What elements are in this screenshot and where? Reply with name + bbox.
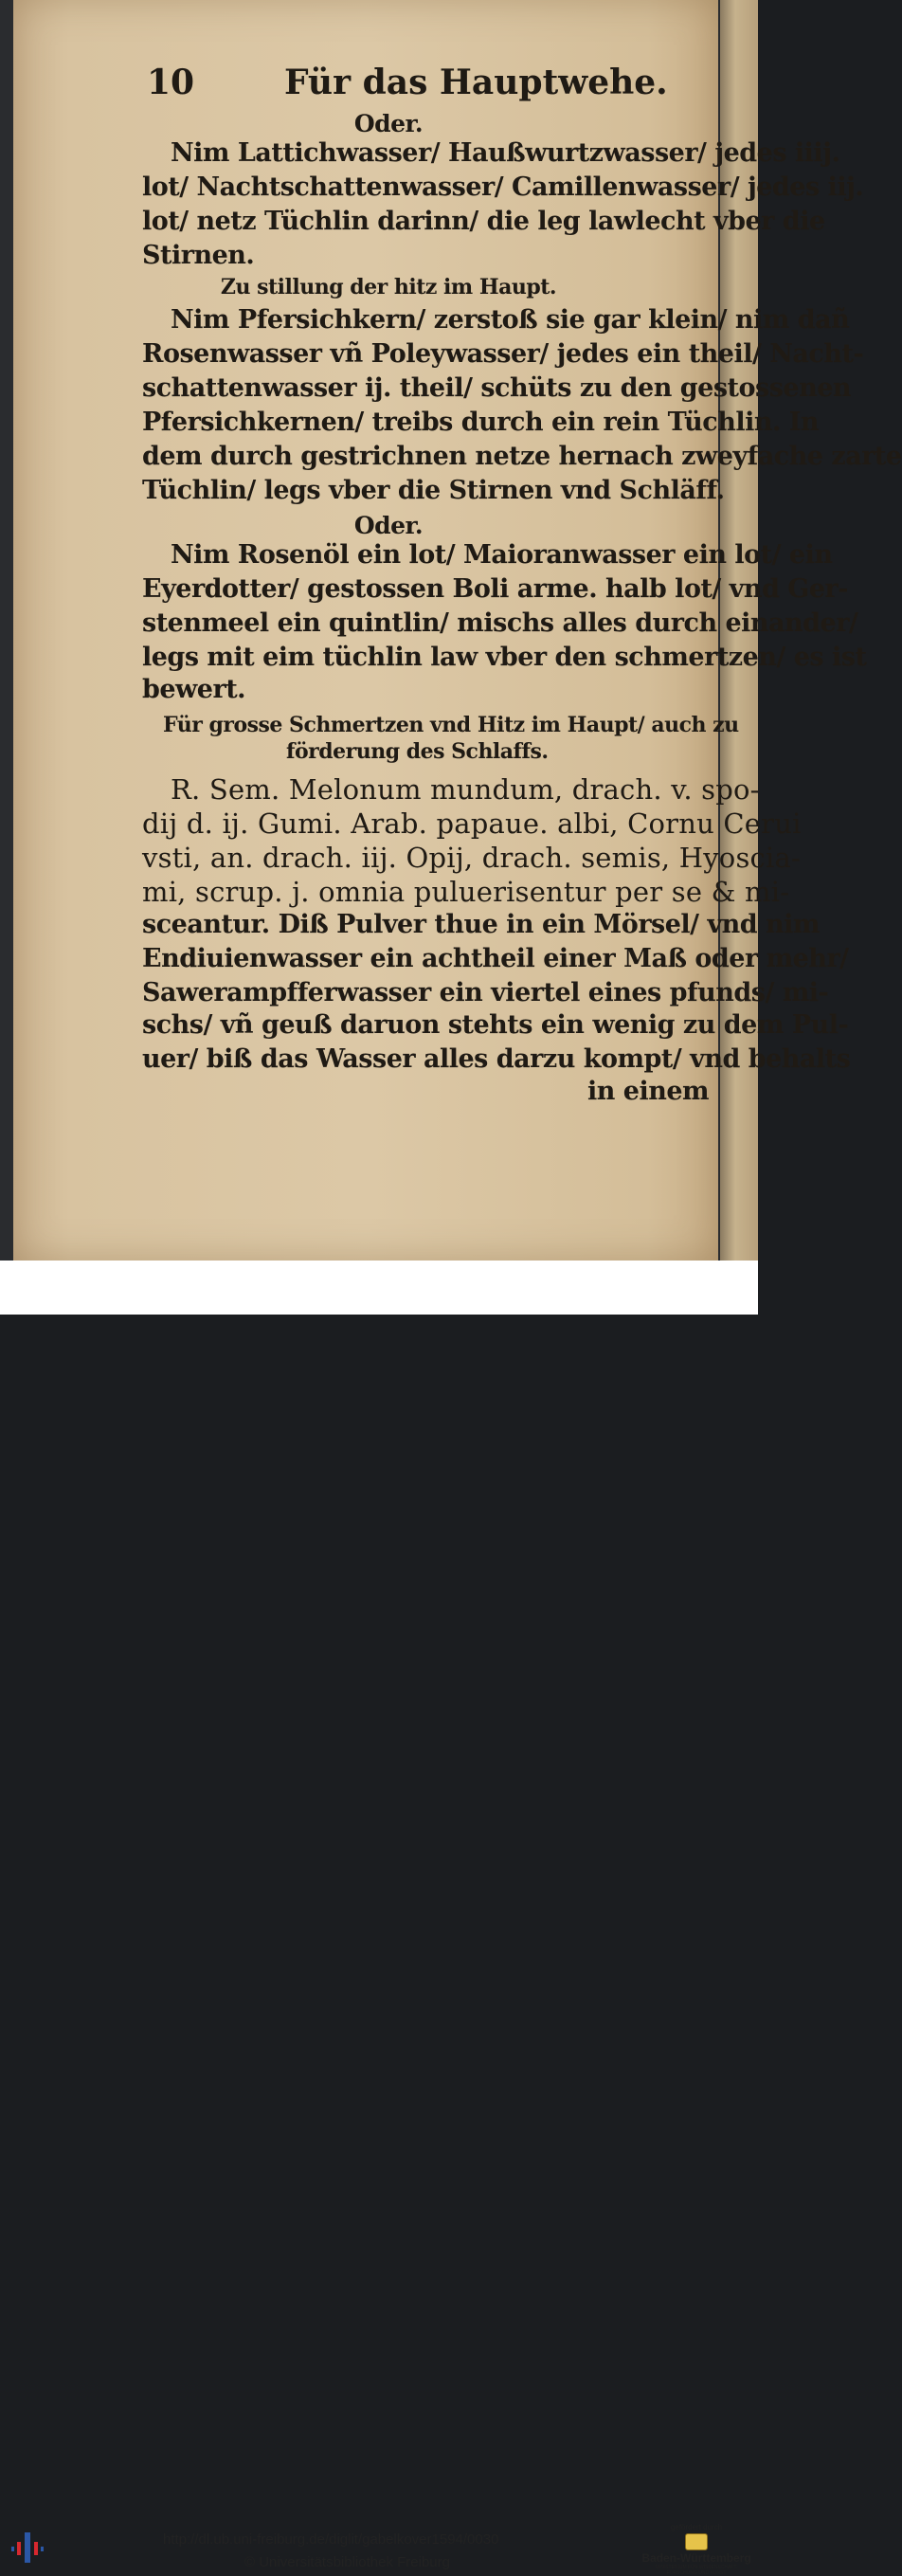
section-heading: Oder. [353, 110, 424, 137]
text-line: Rosenwasser vñ Poleywasser/ jedes ein theil/ Nacht- [142, 339, 864, 369]
viewer-footer [0, 1261, 758, 2576]
sponsor-name: Baden-Württemberg [641, 2551, 751, 2565]
section-heading: Für grosse Schmertzen vnd Hitz im Haupt/ auch zu [163, 713, 739, 737]
text-line: Nim Pfersichkern/ zerstoß sie gar klein/ nim dañ [171, 305, 850, 335]
copyright: © Universitätsbibliothek Freiburg [244, 2554, 450, 2570]
sponsor-ministry: MINISTERIUM FÜR WISSENSCHAFT, FORSCHUNG UND KUNST [655, 2565, 738, 2576]
latin-line: mi, scrup. j. omnia puluerisentur per se & mi- [142, 876, 790, 908]
text-line: Eyerdotter/ gestossen Boli arme. halb lot/ vnd Ger- [142, 574, 848, 604]
text-line: Endiuienwasser ein achtheil einer Maß oder mehr/ [142, 944, 849, 973]
text-line: uer/ biß das Wasser alles darzu kompt/ vnd behalts [142, 1044, 851, 1074]
page-number: 10 [147, 63, 195, 102]
text-line: schattenwasser ij. theil/ schüts zu den gestossenen [142, 373, 852, 403]
text-line: lot/ netz Tüchlin darinn/ die leg lawlecht vber die [142, 207, 825, 236]
text-line: Tüchlin/ legs vber die Stirnen vnd Schläff. [142, 476, 725, 505]
text-line: Stirnen. [142, 241, 255, 270]
text-line: sceantur. Diß Pulver thue in ein Mörsel/ vnd nim [142, 910, 820, 939]
section-heading: Oder. [353, 512, 424, 539]
sponsor-note: gefördert durch [670, 2523, 723, 2531]
library-logo-icon [9, 2529, 47, 2567]
permalink[interactable]: http://dl.ub.uni-freiburg.de/diglit/gabelkover1594/0030 [163, 2531, 499, 2548]
coat-of-arms-icon [685, 2533, 708, 2550]
latin-line: vsti, an. drach. iij. Opij, drach. semis, Hyoscia- [142, 842, 801, 874]
section-heading: förderung des Schlaffs. [286, 739, 549, 764]
text-line: stenmeel ein quintlin/ mischs alles durch einander/ [142, 608, 858, 638]
text-line: Pfersichkernen/ treibs durch ein rein Tüchlin. In [142, 408, 820, 437]
text-line: Sawerampfferwasser ein viertel eines pfunds/ mi- [142, 978, 829, 1007]
latin-line: R. Sem. Melonum mundum, drach. v. spo- [171, 773, 760, 806]
running-head: Für das Hauptwehe. [284, 63, 668, 102]
sponsor-block [640, 2523, 752, 2576]
text-line: Nim Rosenöl ein lot/ Maioranwasser ein lot/ ein [171, 540, 833, 570]
text-line: bewert. [142, 675, 246, 704]
catchword: in einem [587, 1077, 710, 1106]
scanned-page-area [0, 0, 902, 1261]
text-line: legs mit eim tüchlin law vber den schmertzen/ es ist [142, 643, 867, 672]
text-line: schs/ vñ geuß daruon stehts ein wenig zu dem Pul- [142, 1010, 849, 1040]
section-heading: Zu stillung der hitz im Haupt. [220, 275, 557, 299]
text-line: lot/ Nachtschattenwasser/ Camillenwasser/ jedes iij. [142, 172, 864, 202]
text-line: Nim Lattichwasser/ Haußwurtzwasser/ jedes iiij. [171, 138, 840, 168]
latin-line: dij d. ij. Gumi. Arab. papaue. albi, Cornu Cerui [142, 807, 802, 840]
text-line: dem durch gestrichnen netze hernach zweyfache zarte [142, 442, 902, 471]
